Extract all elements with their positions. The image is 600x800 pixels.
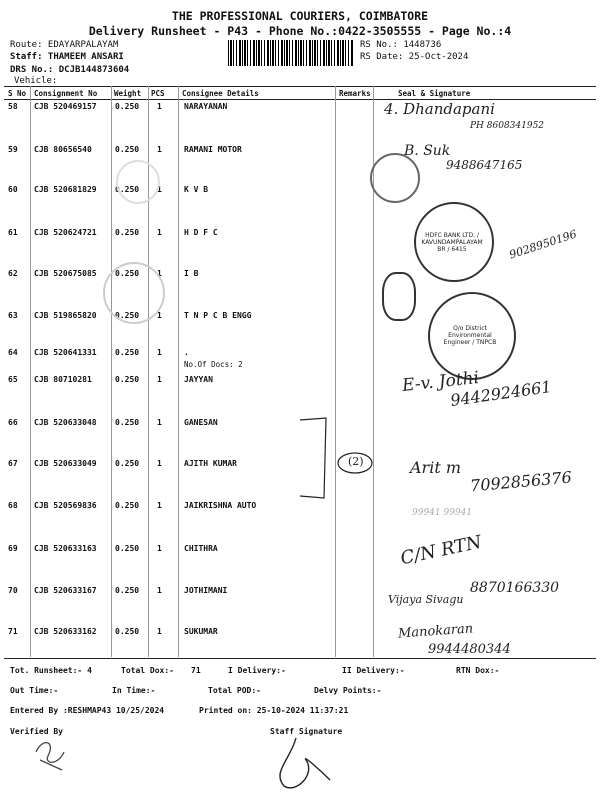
row-sno: 58	[8, 102, 18, 111]
row-consignment: CJB 520469157	[34, 102, 97, 111]
row-consignee: SUKUMAR	[184, 627, 218, 636]
row-consignment: CJB 520569836	[34, 501, 97, 510]
row-consignment: CJB 520633162	[34, 627, 97, 636]
row-pcs: 1	[157, 269, 162, 278]
row-sno: 68	[8, 501, 18, 510]
row-consignee: K V B	[184, 185, 209, 194]
total-dox-label: Total Dox:-	[121, 666, 174, 675]
row-consignee: JAIKRISHNA AUTO	[184, 501, 257, 510]
row-consignment: CJB 520624721	[34, 228, 97, 237]
tnpcb-stamp-text: O/o District Environmental Engineer / TNPCB	[443, 325, 497, 346]
row-sno: 64	[8, 348, 18, 357]
row-weight: 0.250	[115, 418, 140, 427]
row-pcs: 1	[157, 311, 162, 320]
col-seal-signature: Seal & Signature	[398, 89, 471, 98]
row-sno: 63	[8, 311, 18, 320]
rs-date: RS Date: 25-Oct-2024	[360, 52, 469, 62]
company-title: THE PROFESSIONAL COURIERS, COIMBATORE	[171, 9, 429, 23]
printed-on: Printed on: 25-10-2024 11:37:21	[199, 706, 349, 715]
phone-65: 9442924661	[449, 377, 553, 410]
row-pcs: 1	[157, 348, 162, 357]
rs-number: RS No.: 1448736	[360, 40, 442, 50]
in-time: In Time:-	[112, 686, 156, 695]
row-sno: 67	[8, 459, 18, 468]
phone-71: 9944480344	[428, 642, 511, 657]
row-weight: 0.250	[115, 586, 140, 595]
row-consignee: AJITH KUMAR	[184, 459, 237, 468]
row-consignment: CJB 520633049	[34, 459, 97, 468]
entered-by: Entered By :RESHMAP43 10/25/2024	[10, 706, 165, 715]
row-consignee: .	[184, 348, 189, 357]
row-consignment: CJB 520633167	[34, 586, 97, 595]
phone-61: 9028950196	[507, 227, 579, 262]
phone-70: 8870166330	[470, 580, 560, 596]
total-dox-value: 71	[191, 666, 201, 675]
ii-delivery: II Delivery:-	[342, 666, 405, 675]
row-sno: 69	[8, 544, 18, 553]
row-pcs: 1	[157, 228, 162, 237]
col-remarks: Remarks	[339, 89, 371, 98]
total-pod: Total POD:-	[208, 686, 261, 695]
row-pcs: 1	[157, 544, 162, 553]
col-pcs: PCS	[151, 89, 165, 98]
row-consignment: CJB 80656540	[34, 145, 92, 154]
signature-65: E-v. Jothi	[401, 368, 480, 396]
row-pcs: 1	[157, 145, 162, 154]
row-pcs: 1	[157, 586, 162, 595]
row-consignment: CJB 519865820	[34, 311, 97, 320]
phone-59: 9488647165	[446, 158, 523, 172]
row-sno: 66	[8, 418, 18, 427]
row-sno: 60	[8, 185, 18, 194]
row-weight: 0.250	[115, 459, 140, 468]
col-consignment: Consignment No	[34, 89, 98, 98]
row-consignee: H D F C	[184, 228, 218, 237]
signature-70: Vijaya Sivagu	[388, 593, 464, 606]
vehicle-label: Vehicle:	[14, 76, 58, 86]
row-weight: 0.250	[115, 311, 140, 320]
row-doc-count: No.Of Docs: 2	[184, 360, 243, 369]
row-sno: 70	[8, 586, 18, 595]
row-weight: 0.250	[115, 627, 140, 636]
out-time: Out Time:-	[10, 686, 59, 695]
row-weight: 0.250	[115, 348, 140, 357]
tot-runsheet: Tot. Runsheet:- 4	[10, 666, 92, 675]
row-consignment: CJB 520633163	[34, 544, 97, 553]
row-consignment: CJB 520641331	[34, 348, 97, 357]
row-consignment: CJB 520633048	[34, 418, 97, 427]
verified-by: Verified By	[10, 727, 63, 736]
row-sno: 61	[8, 228, 18, 237]
row-consignee: T N P C B ENGG	[184, 311, 252, 320]
row-pcs: 1	[157, 375, 162, 384]
signature-67: Arit m	[410, 458, 462, 477]
row-pcs: 1	[157, 501, 162, 510]
signature-71: Manokaran	[397, 621, 474, 642]
row-weight: 0.250	[115, 185, 140, 194]
cn-rtn-note: C/N RTN	[398, 531, 484, 570]
row-consignee: RAMANI MOTOR	[184, 145, 242, 154]
row-weight: 0.250	[115, 102, 140, 111]
row-weight: 0.250	[115, 269, 140, 278]
delvy-points: Delvy Points:-	[314, 686, 382, 695]
signature-68: 99941 99941	[412, 508, 473, 518]
row-pcs: 1	[157, 185, 162, 194]
row-pcs: 1	[157, 102, 162, 111]
i-delivery: I Delivery:-	[228, 666, 286, 675]
row-weight: 0.250	[115, 228, 140, 237]
staff-signature-label: Staff Signature	[270, 727, 343, 736]
col-sno: S No	[8, 89, 27, 98]
row-consignment: CJB 520675085	[34, 269, 97, 278]
hdfc-stamp-text: HDFC BANK LTD. / KAVUNDAMPALAYAM BR / 6415	[421, 232, 483, 253]
col-consignee: Consignee Details	[182, 89, 259, 98]
row-sno: 59	[8, 145, 18, 154]
row-consignee: CHITHRA	[184, 544, 218, 553]
row-consignment: CJB 80710281	[34, 375, 92, 384]
row-consignee: JOTHIMANI	[184, 586, 228, 595]
row-pcs: 1	[157, 459, 162, 468]
row-consignee: NARAYANAN	[184, 102, 228, 111]
row-sno: 62	[8, 269, 18, 278]
row-consignment: CJB 520681829	[34, 185, 97, 194]
phone-58: PH 8608341952	[470, 121, 545, 131]
row-weight: 0.250	[115, 145, 140, 154]
remarks-count: (2)	[348, 455, 364, 468]
phone-67: 7092856376	[469, 467, 573, 496]
row-sno: 71	[8, 627, 18, 636]
route-label: Route: EDAYARPALAYAM	[10, 40, 119, 50]
row-pcs: 1	[157, 418, 162, 427]
signature-58: 4. Dhandapani	[384, 100, 495, 118]
runsheet-title: Delivery Runsheet - P43 - Phone No.:0422-3505555 - Page No.:4	[88, 24, 512, 38]
row-consignee: JAYYAN	[184, 375, 213, 384]
row-weight: 0.250	[115, 375, 140, 384]
row-sno: 65	[8, 375, 18, 384]
rtn-dox: RTN Dox:-	[456, 666, 500, 675]
row-weight: 0.250	[115, 501, 140, 510]
row-weight: 0.250	[115, 544, 140, 553]
row-pcs: 1	[157, 627, 162, 636]
row-consignee: I B	[184, 269, 199, 278]
signature-59: B. Suk	[404, 143, 451, 159]
row-consignee: GANESAN	[184, 418, 218, 427]
staff-label: Staff: THAMEEM ANSARI	[10, 52, 124, 62]
drs-number: DRS No.: DCJB144873604	[10, 65, 130, 75]
col-weight: Weight	[114, 89, 142, 98]
